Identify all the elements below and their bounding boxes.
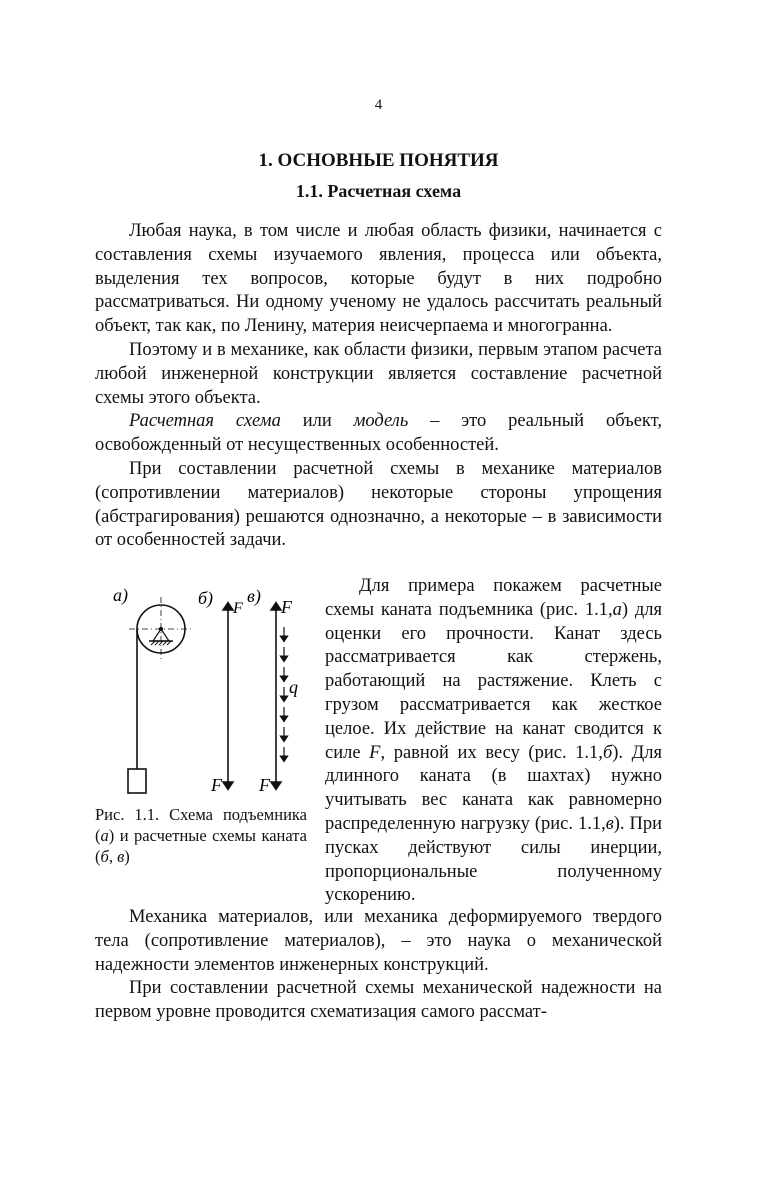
paragraph-4: При составлении расчетной схемы в механике материалов (сопротивлении материалов) некоторые стороны упрощения (абстрагирования) решаются однозначно, а некоторые – в зависимости от особенностей задачи.: [95, 458, 662, 551]
caption-part-3: ): [124, 847, 130, 866]
body-text-bottom: [95, 906, 662, 1025]
label-b: б): [198, 588, 214, 608]
side-column-text: [325, 575, 662, 908]
term-design-scheme: Расчетная схема: [129, 411, 281, 432]
p5-d: ). Для длинного каната (в шахтах) нужно учитывать вес каната как равномерно распределенную нагрузку (рис. 1.1,: [325, 742, 662, 834]
paragraph-2: Поэтому и в механике, как области физики, первым этапом расчета любой инженерной конструкции является составление расчетной схемы этого объекта.: [95, 339, 662, 408]
load-label-q: q: [289, 677, 298, 697]
paragraph-7: При составлении расчетной схемы механической надежности на первом уровне проводится схематизация самого рассмат-: [95, 978, 662, 1023]
paragraph-3: [95, 410, 662, 458]
rope-scheme-b: [210, 600, 243, 795]
p5-force: F: [369, 742, 381, 763]
hoist-diagram: [95, 583, 310, 798]
paragraph-6: Механика материалов, или механика деформируемого твердого тела (сопротивление материалов), – это наука о механической надежности элементов инженерных конструкций.: [95, 907, 662, 975]
p5-c: , равной их весу (рис. 1.1,: [380, 742, 603, 763]
caption-ref-a: а: [100, 826, 109, 845]
body-text-top: [95, 220, 662, 553]
term-model: модель: [353, 411, 409, 432]
section-title: 1.1. Расчетная схема: [295, 181, 462, 201]
figure-caption: [95, 804, 307, 867]
page-number: 4: [374, 97, 383, 113]
chapter-title: 1. ОСНОВНЫЕ ПОНЯТИЯ: [258, 150, 499, 171]
paragraph-1: Любая наука, в том числе и любая область физики, начинается с составления схемы изучаемого явления, процесса или объекта, выделения тех вопросов, которые будут в них подробно рассматриваться. Ни одному ученому не удалось рассчитать реальный объект, так как, по Ленину, материя неисчерпаема и многогранна.: [95, 221, 662, 337]
label-a: а): [113, 585, 128, 605]
force-label-bottom-b: F: [211, 775, 222, 795]
force-label-top-v: F: [281, 597, 292, 617]
p5-d-italic: в: [605, 813, 614, 834]
caption-part-1: Рис. 1.1. Схема подъемника (: [95, 805, 307, 845]
p5-b: ) для оценки его прочности. Канат здесь рассматривается как стержень, работающий на растяжение. Клеть с грузом рассматривается как жесткое целое. Их действие на канат сводится к силе: [325, 599, 662, 763]
paragraph-3-rest: – это реальный объект, освобожденный от несущественных особенностей.: [95, 411, 662, 456]
rope-scheme-v: [258, 597, 298, 795]
figure-1-1: [95, 583, 310, 798]
paragraph-3-or: или: [280, 411, 354, 432]
force-label-top-b: F: [233, 600, 243, 617]
force-label-bottom-v: F: [259, 775, 270, 795]
cage-box: [128, 769, 146, 793]
caption-ref-v: в: [117, 847, 125, 866]
caption-sep: ,: [108, 847, 118, 866]
p5-a-italic: а: [612, 599, 622, 620]
pulley-scheme: [128, 597, 193, 793]
paragraph-5: [325, 575, 662, 908]
p5-e: ). При пусках действуют силы инерции, пропорциональные полученному ускорению.: [325, 813, 662, 906]
caption-part-2: ) и расчетные схемы каната (: [95, 826, 307, 866]
p5-a: Для примера покажем расчетные схемы каната подъемника (рис. 1.1,: [325, 576, 662, 620]
caption-ref-b: б: [100, 847, 109, 866]
p5-c-italic: б: [602, 742, 613, 763]
label-v: в): [247, 586, 261, 606]
